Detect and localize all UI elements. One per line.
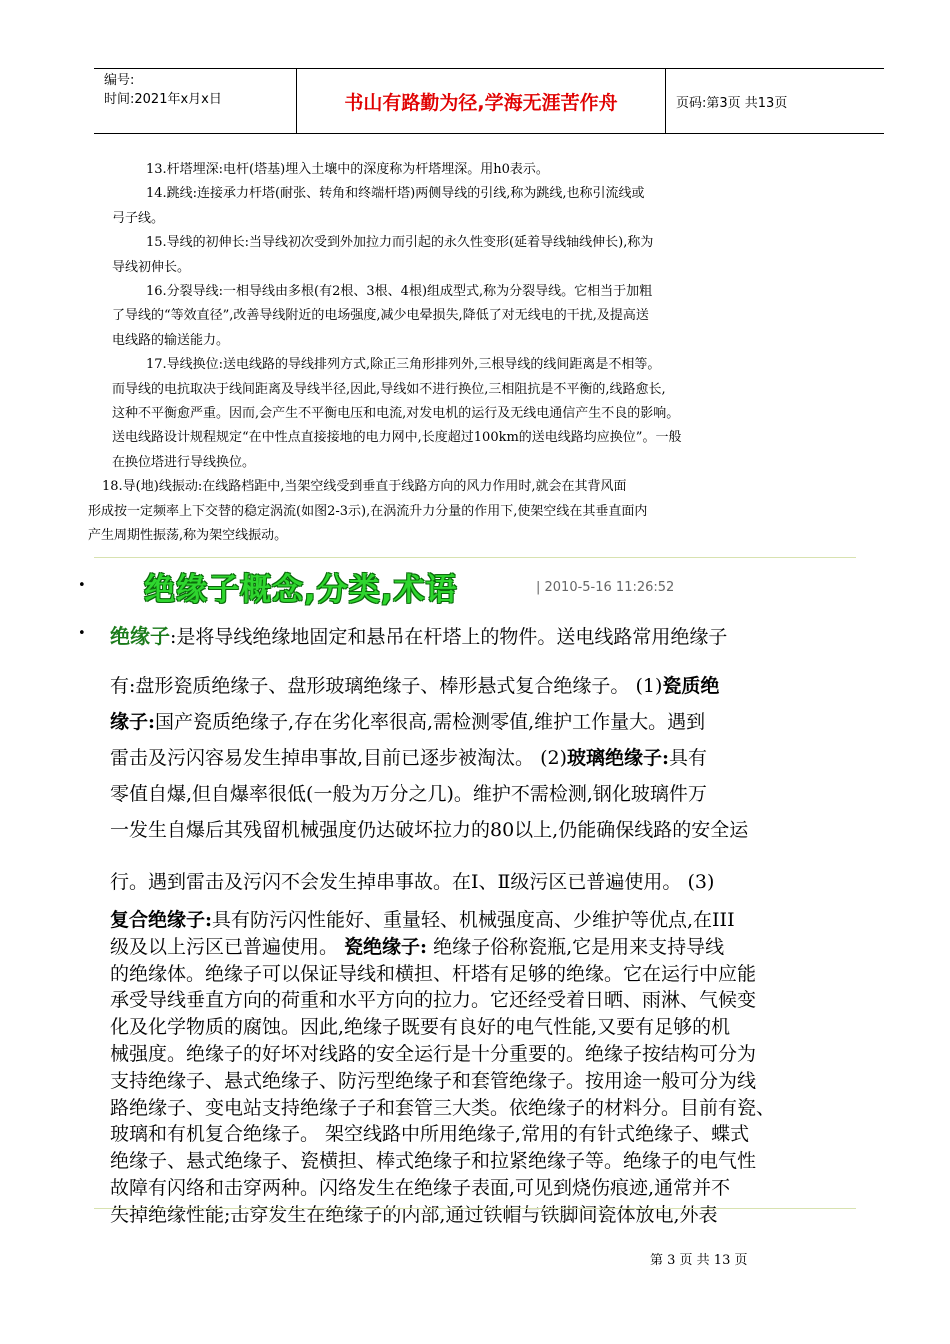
definition-line: 导线初伸长。 (112, 259, 191, 275)
definition-line: 送电线路设计规程规定“在中性点直接接地的电力网中,长度超过100km的送电线路均应换位”。一般 (112, 430, 682, 446)
definition-line: 16.分裂导线:一相导线由多根(有2根、3根、4根)组成型式,称为分裂导线。它相当于加粗 (146, 284, 653, 300)
body-bold: 缘子: (110, 711, 156, 733)
body-line (110, 618, 852, 654)
body-line (110, 934, 852, 961)
body-text: 具有 (669, 747, 708, 769)
body-line: 玻璃和有机复合绝缘子。 架空线路中所用绝缘子,常用的有针式绝缘子、蝶式 (110, 1123, 750, 1146)
document-time-label: 时间:2021年x月x日 (104, 92, 222, 107)
body-text: 绝缘子俗称瓷瓶,它是用来支持导线 (427, 935, 725, 958)
definition-line: 弓子线。 (112, 210, 165, 226)
definition-line: 14.跳线:连接承力杆塔(耐张、转角和终端杆塔)两侧导线的引线,称为跳线,也称引流线或 (146, 186, 645, 202)
definition-line: 产生周期性振荡,称为架空线振动。 (88, 528, 288, 544)
body-bold: 复合绝缘子: (110, 909, 213, 931)
body-line: 失掉绝缘性能;击穿发生在绝缘子的内部,通过铁帽与铁脚间瓷体放电,外表 (110, 1203, 718, 1226)
body-line: 零值自爆,但自爆率很低(一般为万分之几)。维护不需检测,钢化玻璃件万 (110, 783, 707, 805)
body-line: 化及化学物质的腐蚀。因此,绝缘子既要有良好的电气性能,又要有足够的机 (110, 1016, 731, 1039)
body-bold: 瓷绝缘子: (344, 935, 428, 958)
definition-line: 形成按一定频率上下交替的稳定涡流(如图2-3示),在涡流升力分量的作用下,使架空线在其垂直面内 (88, 503, 648, 519)
header-meta (94, 69, 296, 133)
page-footer: 第 3 页 共 13 页 (650, 1253, 748, 1268)
insulator-paragraph (78, 618, 852, 900)
body-line: 一发生自爆后其残留机械强度仍达破坏拉力的80以上,仍能确保线路的安全运 (110, 819, 749, 841)
body-text: 雷击及污闪容易发生掉串事故,目前已逐步被淘汰。 (2) (110, 747, 567, 769)
definition-line: 13.杆塔埋深:电杆(塔基)埋入土壤中的深度称为杆塔埋深。用h0表示。 (146, 162, 549, 177)
bullet: • (78, 626, 86, 641)
bullet: • (78, 578, 86, 593)
body-line: 承受导线垂直方向的荷重和水平方向的拉力。它还经受着日晒、雨淋、气候变 (110, 989, 757, 1012)
definition-line: 在换位塔进行导线换位。 (112, 454, 256, 470)
definition-line: 这种不平衡愈严重。因而,会产生不平衡电压和电流,对发电机的运行及无线电通信产生不良的影响。 (112, 406, 680, 422)
term-insulator: 绝缘子 (110, 624, 170, 648)
document-number-label: 编号: (104, 73, 135, 88)
body-line: 绝缘子、悬式绝缘子、瓷横担、棒式绝缘子和拉紧绝缘子等。绝缘子的电气性 (110, 1150, 757, 1173)
section-heading (78, 562, 858, 606)
body-line: 支持绝缘子、悬式绝缘子、防污型绝缘子和套管绝缘子。按用途一般可分为线 (110, 1069, 757, 1092)
body-line (110, 740, 852, 776)
body-text: 级及以上污区已普遍使用。 (110, 935, 345, 958)
body-bold: 瓷质绝 (662, 675, 720, 697)
body-text: :是将导线绝缘地固定和悬吊在杆塔上的物件。送电线路常用绝缘子 (170, 626, 728, 648)
definition-line: 而导线的电抗取决于线间距离及导线半径,因此,导线如不进行换位,三相阻抗是不平衡的,线路愈长, (112, 381, 666, 397)
definitions-block (88, 158, 864, 549)
body-line (110, 907, 852, 934)
section-date: | 2010-5-16 11:26:52 (536, 580, 675, 595)
section-title: 绝缘子概念,分类,术语 (144, 572, 458, 608)
body-line (110, 704, 852, 740)
body-line: 行。遇到雷击及污闪不会发生掉串事故。在Ⅰ、Ⅱ级污区已普遍使用。 (3) (110, 871, 715, 893)
separator-line (94, 1208, 856, 1209)
page-header (94, 68, 884, 134)
definition-line: 电线路的输送能力。 (112, 332, 230, 348)
body-line: 的绝缘体。绝缘子可以保证导线和横担、杆塔有足够的绝缘。它在运行中应能 (110, 962, 757, 985)
body-text: 具有防污闪性能好、重量轻、机械强度高、少维护等优点,在III (212, 909, 735, 931)
body-line: 械强度。绝缘子的好坏对线路的安全运行是十分重要的。绝缘子按结构可分为 (110, 1042, 757, 1065)
header-page-label: 页码:第3页 共13页 (676, 95, 788, 111)
body-line (110, 668, 852, 704)
definition-line: 了导线的“等效直径”,改善导线附近的电场强度,减少电晕损失,降低了对无线电的干扰,及提高送 (112, 308, 649, 324)
body-text: 有:盘形瓷质绝缘子、盘形玻璃绝缘子、棒形悬式复合绝缘子。 (1) (110, 675, 663, 697)
porcelain-insulator-paragraph (110, 907, 852, 1229)
separator-line (94, 557, 856, 558)
body-text: 国产瓷质绝缘子,存在劣化率很高,需检测零值,维护工作量大。遇到 (155, 711, 706, 733)
definition-line: 15.导线的初伸长:当导线初次受到外加拉力而引起的永久性变形(延着导线轴线伸长),称为 (146, 235, 654, 251)
definition-line: 18.导(地)线振动:在线路档距中,当架空线受到垂直于线路方向的风力作用时,就会在其背风面 (102, 479, 627, 495)
body-bold: 玻璃绝缘子: (567, 747, 670, 769)
body-line: 故障有闪络和击穿两种。闪络发生在绝缘子表面,可见到烧伤痕迹,通常并不 (110, 1176, 731, 1199)
header-motto: 书山有路勤为径,学海无涯苦作舟 (296, 69, 666, 133)
body-line: 路绝缘子、变电站支持绝缘子子和套管三大类。依绝缘子的材料分。目前有瓷、 (110, 1096, 776, 1119)
definition-line: 17.导线换位:送电线路的导线排列方式,除正三角形排列外,三根导线的线间距离是不相等。 (146, 357, 661, 373)
